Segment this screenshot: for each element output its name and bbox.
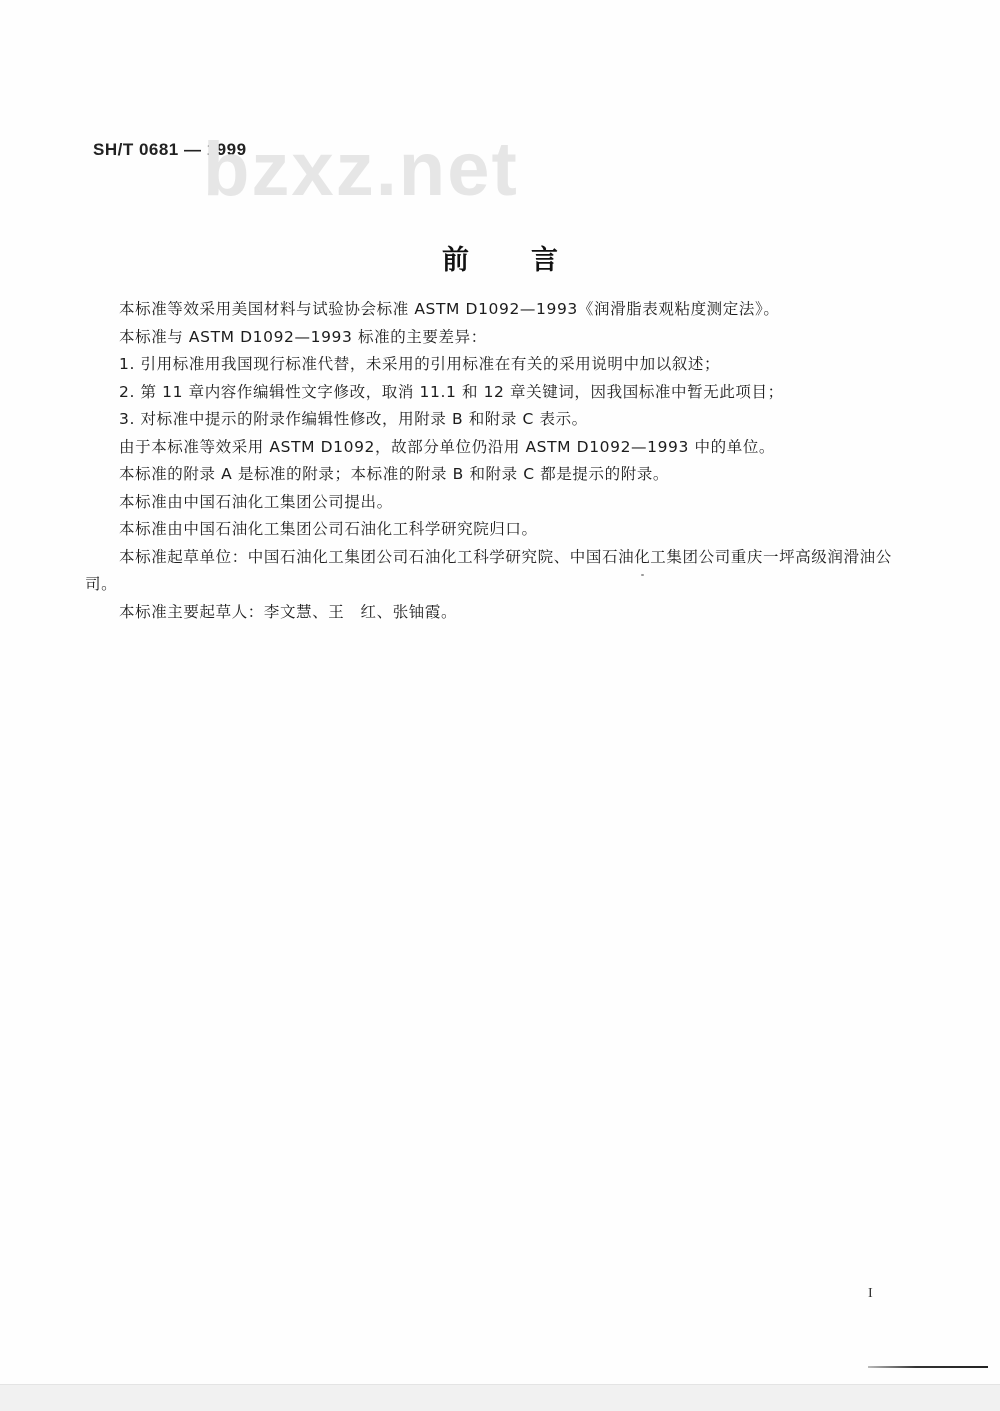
paragraph: 本标准与 ASTM D1092—1993 标准的主要差异：	[119, 327, 487, 346]
standard-code: SH/T 0681 — 1999	[93, 140, 247, 159]
paragraph: 本标准由中国石油化工集团公司提出。	[119, 492, 393, 511]
preface-body	[85, 296, 895, 626]
scan-bottom-strip	[0, 1384, 1000, 1411]
paragraph: 本标准的附录 A 是标准的附录；本标准的附录 B 和附录 C 都是提示的附录。	[119, 465, 670, 483]
paragraph: 本标准等效采用美国材料与试验协会标准 ASTM D1092—1993《润滑脂表观粘度测定法》。	[119, 300, 780, 318]
paragraph: 本标准主要起草人：李文慧、王 红、张铀霞。	[119, 602, 458, 621]
page-number: I	[868, 1286, 873, 1301]
paragraph: 由于本标准等效采用 ASTM D1092，故部分单位仍沿用 ASTM D1092—1993 中的单位。	[119, 437, 776, 456]
paragraph: 1. 引用标准用我国现行标准代替，未采用的引用标准在有关的采用说明中加以叙述；	[119, 355, 721, 373]
paragraph: 本标准起草单位：中国石油化工集团公司石油化工科学研究院、中国石油化工集团公司重庆一坪高级润滑油公司。	[85, 547, 892, 593]
scan-edge-line	[868, 1366, 988, 1368]
page-title: 前言	[442, 245, 620, 276]
paragraph: 3. 对标准中提示的附录作编辑性修改，用附录 B 和附录 C 表示。	[119, 410, 588, 428]
paragraph: 本标准由中国石油化工集团公司石油化工科学研究院归口。	[119, 520, 538, 538]
scan-speck	[641, 574, 644, 576]
watermark-logo: bzxz.net	[203, 127, 519, 212]
paragraph: 2. 第 11 章内容作编辑性文字修改，取消 11.1 和 12 章关键词，因我国标准中暂无此项目；	[119, 382, 784, 401]
